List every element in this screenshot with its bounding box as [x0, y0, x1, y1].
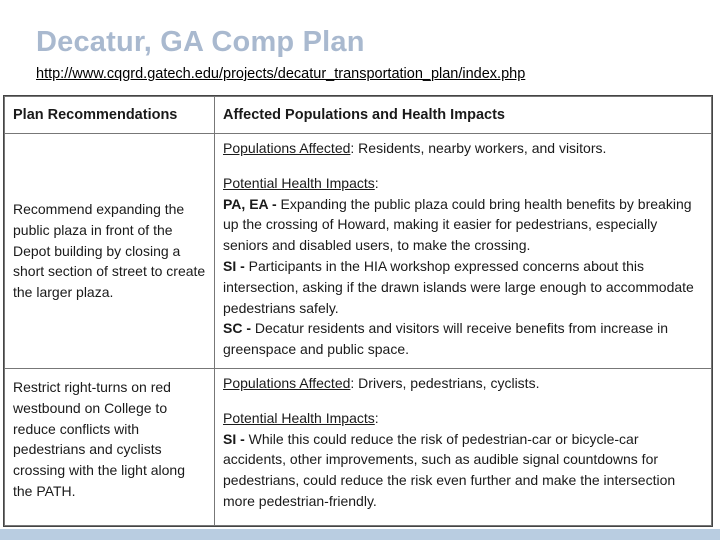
impact-text: Participants in the HIA workshop expressed concerns about this intersection, asking if the drawn islands were large enough to accommodate pedestrians safely.	[223, 257, 694, 316]
impact-tag: PA, EA -	[223, 195, 277, 212]
health-impacts-heading	[223, 173, 703, 194]
populations-value: : Residents, nearby workers, and visitors.	[350, 140, 607, 156]
impact-tag: SI -	[223, 257, 245, 274]
impact-item	[223, 318, 703, 360]
recommendations-table	[3, 95, 713, 527]
impact-tag: SI -	[223, 430, 245, 447]
impacts-label: Potential Health Impacts	[223, 409, 375, 426]
table-header-row	[5, 97, 712, 134]
impact-item	[223, 256, 703, 318]
impact-tag: SC -	[223, 320, 251, 337]
impact-text: Decatur residents and visitors will receive benefits from increase in greenspace and public space.	[223, 320, 669, 358]
column-header-impacts: Affected Populations and Health Impacts	[215, 97, 712, 134]
impacts-cell	[215, 134, 712, 369]
populations-affected	[223, 138, 703, 159]
impacts-colon: :	[374, 409, 379, 426]
impact-item	[223, 429, 703, 512]
column-header-recommendations: Plan Recommendations	[5, 97, 215, 134]
impacts-cell	[215, 369, 712, 526]
source-link[interactable]: http://www.cqgrd.gatech.edu/projects/decatur_transportation_plan/index.php	[36, 66, 526, 82]
populations-label: Populations Affected	[223, 140, 351, 156]
recommendation-cell: Restrict right-turns on red westbound on College to reduce conflicts with pedestrians and cyclists crossing with the light along the PATH.	[5, 369, 215, 526]
bottom-bar	[0, 529, 720, 540]
recommendation-cell: Recommend expanding the public plaza in front of the Depot building by closing a short section of street to create the larger plaza.	[5, 134, 215, 369]
populations-label: Populations Affected	[223, 375, 351, 391]
table-row	[5, 369, 712, 526]
impact-text: While this could reduce the risk of pedestrian-car or bicycle-car accidents, other improvements, such as audible signal countdowns for pedestrians, could reduce the risk even further and make the intersection more pedestrian-friendly.	[223, 430, 676, 509]
populations-value: : Drivers, pedestrians, cyclists.	[350, 375, 540, 391]
impact-item	[223, 194, 703, 256]
health-impacts-heading	[223, 408, 703, 429]
slide-title: Decatur, GA Comp Plan	[36, 26, 365, 58]
table-row	[5, 134, 712, 369]
impacts-colon: :	[374, 174, 379, 191]
populations-affected	[223, 373, 703, 394]
table	[4, 96, 712, 526]
impacts-label: Potential Health Impacts	[223, 174, 375, 191]
impact-text: Expanding the public plaza could bring health benefits by breaking up the crossing of Howard, making it easier for pedestrians, especially seniors and disabled users, to make the crossing.	[223, 195, 692, 254]
